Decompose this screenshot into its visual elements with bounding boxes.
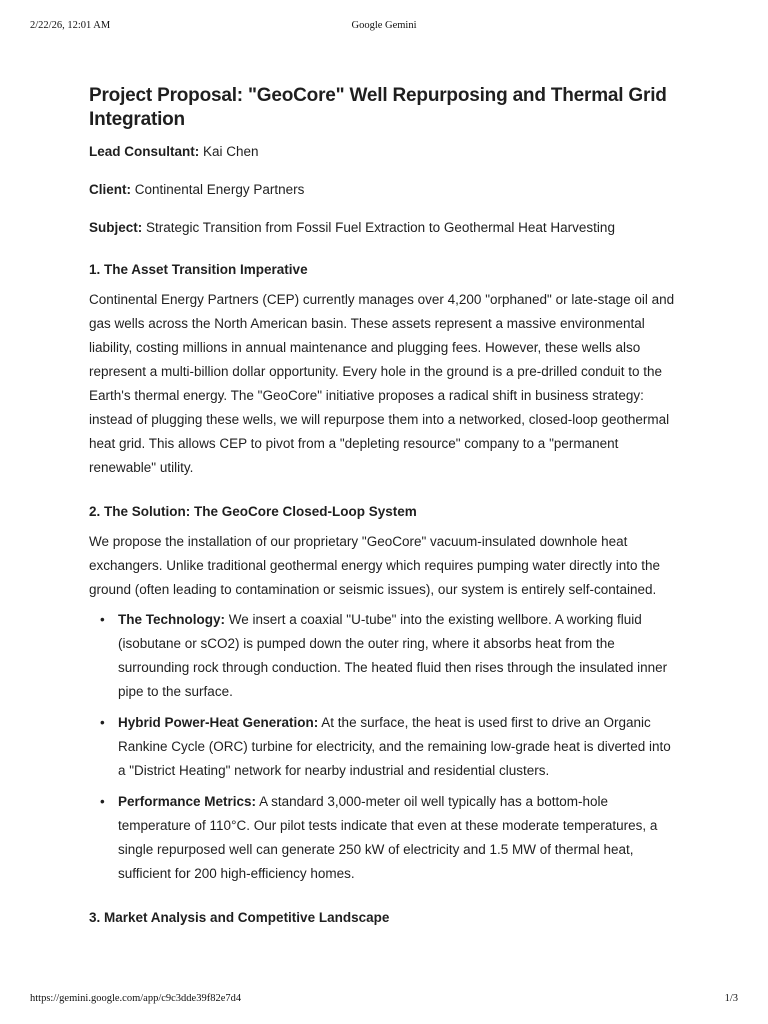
- bullet-dot-icon: •: [100, 612, 105, 627]
- bullet-label: Hybrid Power-Heat Generation:: [118, 715, 319, 730]
- print-page-title: Google Gemini: [351, 20, 417, 31]
- bullet-text: A standard 3,000-meter oil well typically has a bottom-hole temperature of 110°C. Our pilot tests indicate that even at these moderate temperatures, a single repurposed well can generate 250 kW of electricity and 1.5 MW of thermal heat, sufficient for 200 high-efficiency homes.: [118, 794, 658, 881]
- subject-value: Strategic Transition from Fossil Fuel Extraction to Geothermal Heat Harvesting: [142, 220, 615, 235]
- section-2-paragraph: We propose the installation of our proprietary "GeoCore" vacuum-insulated downhole heat exchangers. Unlike traditional geothermal energy which requires pumping water directly into the ground (often leading to contamination or seismic issues), our system is entirely self-contained.: [89, 534, 661, 597]
- section-2-bullet-list: [89, 608, 679, 886]
- section-3-heading: 3. Market Analysis and Competitive Landscape: [89, 910, 390, 925]
- print-page-number: 1/3: [724, 993, 738, 1004]
- section-1-heading: 1. The Asset Transition Imperative: [89, 262, 308, 277]
- bullet-label: Performance Metrics:: [118, 794, 257, 809]
- bullet-dot-icon: •: [100, 794, 105, 809]
- bullet-text: We insert a coaxial "U-tube" into the existing wellbore. A working fluid (isobutane or sCO2) is pumped down the outer ring, where it absorbs heat from the surrounding rock through conduction. The heated fluid then rises through the insulated inner pipe to the surface.: [118, 612, 668, 699]
- bullet-hybrid-power: [100, 711, 679, 783]
- section-2-heading: 2. The Solution: The GeoCore Closed-Loop System: [89, 504, 417, 519]
- bullet-technology: [100, 608, 679, 704]
- lead-consultant: [89, 142, 679, 162]
- client-value: Continental Energy Partners: [131, 182, 305, 197]
- subject-label: Subject:: [89, 220, 143, 235]
- bullet-dot-icon: •: [100, 715, 105, 730]
- subject: [89, 218, 679, 238]
- bullet-performance: [100, 790, 679, 886]
- print-url: https://gemini.google.com/app/c9c3dde39f82e7d4: [30, 993, 242, 1004]
- print-datetime: 2/22/26, 12:01 AM: [30, 20, 111, 31]
- document-title: Project Proposal: "GeoCore" Well Repurposing and Thermal Grid Integration: [89, 85, 667, 130]
- section-1-paragraph: Continental Energy Partners (CEP) currently manages over 4,200 "orphaned" or late-stage oil and gas wells across the North American basin. These assets represent a massive environmental liability, costing millions in annual maintenance and plugging fees. However, these wells also represent a multi-billion dollar opportunity. Every hole in the ground is a pre-drilled conduit to the Earth's thermal energy. The "GeoCore" initiative proposes a radical shift in business strategy: instead of plugging these wells, we will repurpose them into a networked, closed-loop geothermal heat grid. This allows CEP to pivot from a "depleting resource" company to a "permanent renewable" utility.: [89, 292, 675, 475]
- client-label: Client:: [89, 182, 131, 197]
- bullet-label: The Technology:: [118, 612, 225, 627]
- lead-consultant-value: Kai Chen: [199, 144, 259, 159]
- client: [89, 180, 679, 200]
- document: [89, 84, 679, 936]
- lead-consultant-label: Lead Consultant:: [89, 144, 200, 159]
- bullet-text: At the surface, the heat is used first to drive an Organic Rankine Cycle (ORC) turbine for electricity, and the remaining low-grade heat is diverted into a "District Heating" network for nearby industrial and residential clusters.: [118, 715, 671, 778]
